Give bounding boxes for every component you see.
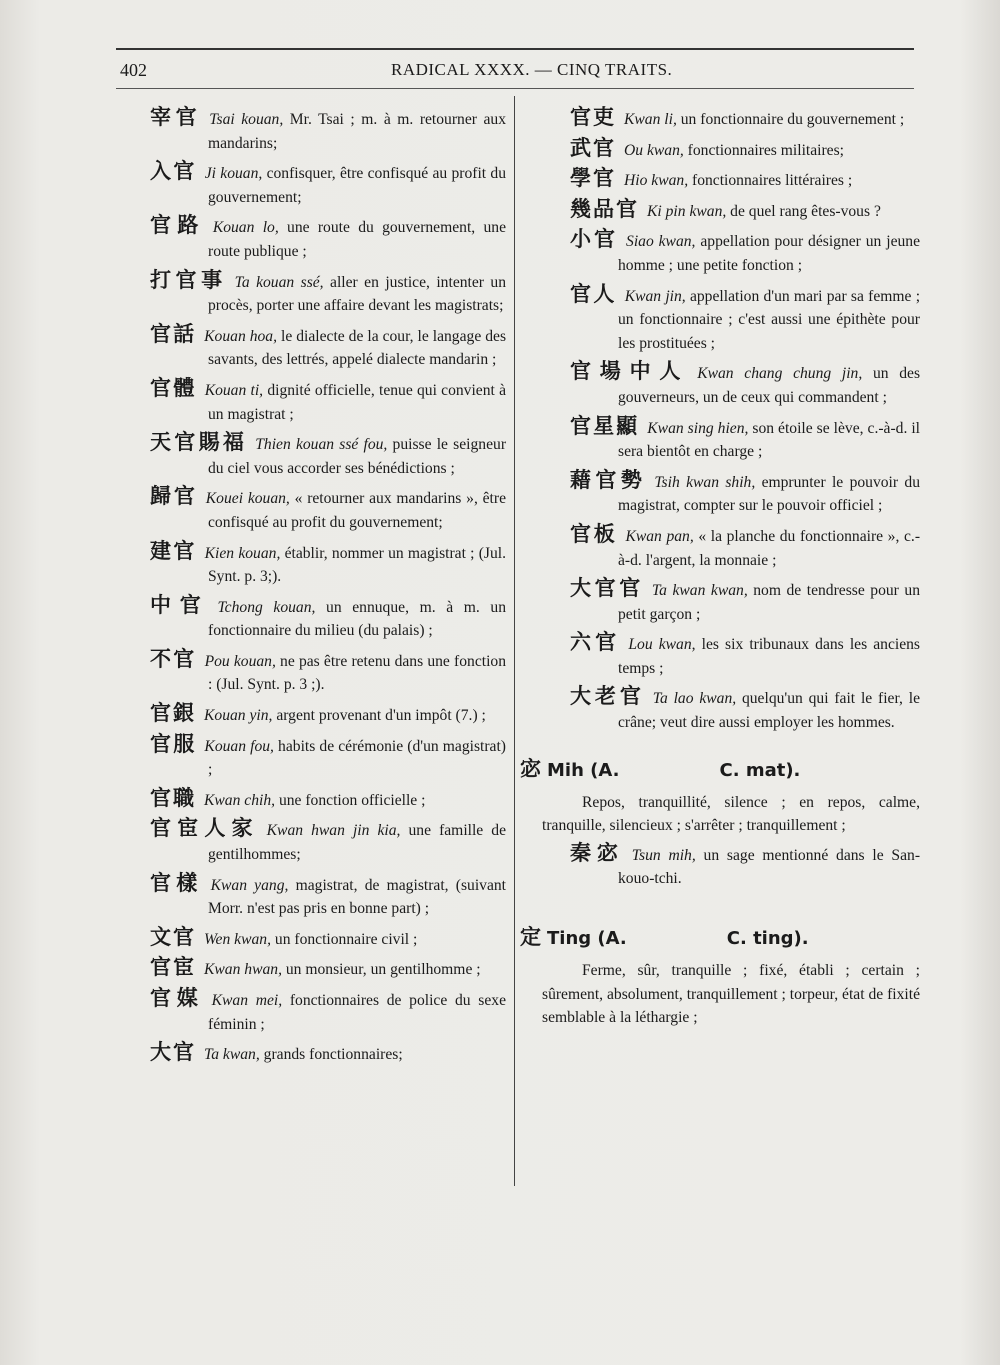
entry-han: 幾品官 bbox=[570, 196, 639, 221]
entry-definition: de quel rang êtes-vous ? bbox=[726, 202, 881, 220]
entry-han: 官路 bbox=[150, 213, 205, 238]
entry-definition: ne pas être retenu dans une fonction : (Jul. Synt. p. 3 ;). bbox=[208, 652, 506, 694]
entry-han: 官媒 bbox=[150, 986, 204, 1010]
entry-definition: une fonction officielle ; bbox=[275, 791, 426, 809]
top-rule bbox=[116, 48, 914, 50]
dictionary-entry bbox=[150, 648, 506, 697]
mih-entry-han: 秦宓 bbox=[570, 840, 624, 865]
entry-han: 官宦 bbox=[150, 955, 196, 980]
page-number: 402 bbox=[120, 60, 147, 80]
entry-definition: argent provenant d'un impôt (7.) ; bbox=[272, 707, 486, 725]
entry-romanization: Tchong kouan, bbox=[217, 598, 316, 616]
entry-romanization: Ou kwan, bbox=[624, 141, 684, 159]
entry-romanization: Kouan ti, bbox=[204, 381, 264, 399]
entry-romanization: Hio kwan, bbox=[624, 172, 689, 190]
right-column bbox=[520, 106, 920, 1034]
dictionary-entry bbox=[520, 167, 920, 193]
mih-head-source: C. mat). bbox=[719, 759, 801, 781]
dictionary-entry bbox=[150, 214, 506, 263]
dictionary-entry bbox=[150, 987, 506, 1036]
entry-han: 武官 bbox=[570, 135, 616, 160]
entry-romanization: Kwan pan, bbox=[625, 527, 694, 545]
entry-definition: quelqu'un qui fait le fier, le crâne; veut dire aussi employer les hommes. bbox=[618, 690, 920, 732]
dictionary-entry bbox=[520, 577, 920, 626]
entry-han: 大官官 bbox=[570, 576, 644, 601]
entry-definition: puisse le seigneur du ciel vous accorder ses bénédictions ; bbox=[208, 436, 507, 477]
ting-head-source: C. ting). bbox=[726, 928, 809, 950]
entry-romanization: Pou kouan, bbox=[204, 652, 276, 670]
entry-han: 不官 bbox=[150, 646, 197, 671]
entry-definition: habits de cérémonie (d'un magistrat) ; bbox=[208, 737, 507, 779]
entry-definition: aller en justice, intenter un procès, porter une affaire devant les magistrats; bbox=[208, 273, 507, 315]
dictionary-entry bbox=[150, 269, 506, 318]
entry-han: 官星顯 bbox=[570, 413, 640, 438]
entry-han: 藉官勢 bbox=[570, 467, 647, 492]
entry-han: 歸官 bbox=[150, 484, 198, 509]
mih-entry-rom: Tsun mih, bbox=[631, 846, 696, 864]
entry-definition: fonctionnaires de police du sexe féminin ; bbox=[208, 992, 506, 1033]
entry-romanization: Kwan mei, bbox=[211, 992, 283, 1009]
mih-definition: Repos, tranquillité, silence ; en repos, calme, tranquille, silencieux ; s'arrêter ; tranquillement ; bbox=[542, 793, 920, 835]
dictionary-entry bbox=[150, 1041, 506, 1067]
dictionary-entry bbox=[150, 540, 506, 589]
dictionary-entry bbox=[150, 377, 506, 426]
dictionary-entry bbox=[150, 323, 506, 372]
entry-romanization: Kwan li, bbox=[624, 111, 677, 128]
entry-romanization: Ta kwan kwan, bbox=[651, 582, 748, 600]
column-divider bbox=[514, 96, 515, 1186]
entry-romanization: Kouan hoa, bbox=[204, 327, 278, 345]
dictionary-entry bbox=[150, 106, 506, 155]
entry-han: 打官事 bbox=[150, 267, 227, 292]
entry-definition: dignité officielle, tenue qui convient à un magistrat ; bbox=[208, 381, 507, 423]
entry-romanization: Kwan jin, bbox=[624, 287, 686, 305]
entry-romanization: Ki pin kwan, bbox=[647, 202, 727, 220]
entry-han: 天官賜福 bbox=[150, 430, 248, 455]
entry-han: 建官 bbox=[150, 538, 197, 563]
dictionary-entry bbox=[520, 415, 920, 464]
entry-romanization: Ta kouan ssé, bbox=[234, 273, 324, 291]
mih-head-char: 宓 bbox=[520, 756, 541, 781]
entry-romanization: Thien kouan ssé fou, bbox=[255, 436, 388, 454]
entry-definition: un fonctionnaire du gouvernement ; bbox=[676, 111, 905, 128]
dictionary-entry bbox=[520, 106, 920, 132]
entry-han: 官體 bbox=[150, 375, 197, 400]
entry-romanization: Ta kwan, bbox=[204, 1046, 260, 1064]
entry-definition: les six tribunaux dans les anciens temps ; bbox=[618, 636, 920, 677]
dictionary-entry bbox=[520, 137, 920, 163]
entry-romanization: Kouan lo, bbox=[212, 219, 279, 237]
mih-head-rom: Mih (A. bbox=[547, 759, 620, 781]
dictionary-entry bbox=[520, 198, 920, 224]
dictionary-entry bbox=[520, 228, 920, 277]
entry-romanization: Kwan hwan jin kia, bbox=[266, 822, 401, 840]
mih-entry-text: un sage mentionné dans le San-kouo-tchi. bbox=[618, 846, 921, 888]
ting-definition: Ferme, sûr, tranquille ; fixé, établi ; certain ; sûrement, absolument, tranquillement ; torpeur, état de fixité semblable à la léthargie ; bbox=[542, 962, 920, 1027]
mih-heading bbox=[520, 753, 920, 783]
entry-definition: un des gouverneurs, un de ceux qui commandent ; bbox=[618, 365, 921, 406]
entry-definition: « la planche du fonctionnaire », c.-à-d. l'argent, la monnaie ; bbox=[618, 527, 921, 569]
entry-romanization: Kouan yin, bbox=[204, 707, 273, 725]
entry-romanization: Tsih kwan shih, bbox=[654, 473, 756, 491]
entry-definition: le dialecte de la cour, le langage des savants, des lettrés, appelé dialecte mandarin ; bbox=[208, 327, 507, 369]
dictionary-entry bbox=[520, 360, 920, 409]
entry-romanization: Lou kwan, bbox=[628, 636, 696, 654]
dictionary-entry bbox=[150, 787, 506, 813]
entry-han: 學官 bbox=[570, 166, 616, 191]
entry-definition: grands fonctionnaires; bbox=[259, 1046, 403, 1064]
dictionary-entry bbox=[150, 594, 506, 643]
dictionary-entry bbox=[150, 702, 506, 728]
entry-han: 大老官 bbox=[570, 684, 645, 709]
dictionary-entry bbox=[150, 431, 506, 480]
entry-definition: son étoile se lève, c.-à-d. il sera bientôt en charge ; bbox=[618, 419, 920, 461]
dictionary-entry bbox=[150, 160, 506, 209]
entry-han: 官樣 bbox=[150, 870, 203, 895]
entry-definition: établir, nommer un magistrat ; (Jul. Synt. p. 3;). bbox=[208, 544, 507, 586]
entry-han: 大官 bbox=[150, 1040, 196, 1065]
dictionary-entry bbox=[150, 956, 506, 982]
ting-head-rom: Ting (A. bbox=[547, 928, 627, 950]
entry-han: 六官 bbox=[570, 630, 621, 655]
entry-definition: confisquer, être confisqué au profit du gouvernement; bbox=[208, 165, 507, 206]
entry-romanization: Tsai kouan, bbox=[209, 111, 284, 128]
dictionary-entry bbox=[520, 283, 920, 356]
entry-definition: un fonctionnaire civil ; bbox=[271, 930, 418, 948]
entry-definition: nom de tendresse pour un petit garçon ; bbox=[618, 582, 920, 623]
entry-definition: magistrat, de magistrat, (suivant Morr. n'est pas pris en bonne part) ; bbox=[208, 876, 506, 918]
left-column bbox=[150, 106, 506, 1072]
entry-romanization: Siao kwan, bbox=[626, 233, 696, 251]
header-rule bbox=[116, 88, 914, 89]
entry-han: 中官 bbox=[150, 592, 210, 617]
entry-definition: une route du gouvernement, une route publique ; bbox=[208, 219, 507, 260]
entry-romanization: Ji kouan, bbox=[204, 165, 263, 183]
entry-romanization: Wen kwan, bbox=[204, 930, 271, 948]
ting-head-char: 定 bbox=[520, 925, 541, 950]
dictionary-entry bbox=[150, 872, 506, 921]
dictionary-entry bbox=[150, 926, 506, 952]
entry-han: 官吏 bbox=[570, 105, 616, 129]
entry-definition: emprunter le pouvoir du magistrat, compter sur le pouvoir officiel ; bbox=[618, 473, 921, 515]
entry-romanization: Kouan fou, bbox=[204, 737, 274, 755]
entry-han: 官宦人家 bbox=[150, 816, 259, 841]
entry-han: 官板 bbox=[570, 521, 618, 546]
entry-romanization: Ta lao kwan, bbox=[652, 690, 737, 708]
entry-han: 官服 bbox=[150, 731, 197, 756]
entry-definition: Mr. Tsai ; m. à m. retourner aux mandarins; bbox=[208, 111, 507, 152]
dictionary-entry bbox=[520, 469, 920, 518]
entry-han: 官場中人 bbox=[570, 359, 690, 384]
mih-entry bbox=[520, 842, 920, 891]
entry-romanization: Kwan sing hien, bbox=[647, 419, 749, 437]
dictionary-entry bbox=[150, 485, 506, 534]
running-head: RADICAL XXXX. — CINQ TRAITS. bbox=[391, 60, 673, 79]
entry-romanization: Kwan chih, bbox=[204, 791, 276, 809]
entry-definition: un monsieur, un gentilhomme ; bbox=[281, 961, 481, 979]
entry-definition: « retourner aux mandarins », être confisqué au profit du gouvernement; bbox=[208, 490, 507, 531]
entry-han: 文官 bbox=[150, 924, 196, 949]
entry-han: 官職 bbox=[150, 785, 196, 810]
right-entries bbox=[520, 106, 920, 735]
entry-definition: appellation d'un mari par sa femme ; un fonctionnaire ; c'est aussi une épithète pour les prostituées ; bbox=[618, 287, 921, 352]
entry-han: 官人 bbox=[570, 281, 617, 306]
entry-romanization: Kwan hwan, bbox=[204, 961, 282, 979]
ting-heading bbox=[520, 921, 920, 951]
entry-han: 小官 bbox=[570, 227, 619, 252]
dictionary-entry bbox=[520, 523, 920, 572]
page-header bbox=[116, 58, 914, 84]
entry-definition: fonctionnaires littéraires ; bbox=[688, 172, 853, 190]
entry-definition: fonctionnaires militaires; bbox=[683, 141, 845, 159]
dictionary-entry bbox=[150, 817, 506, 866]
entry-definition: une famille de gentilhommes; bbox=[208, 822, 507, 864]
entry-han: 官話 bbox=[150, 321, 197, 346]
entry-romanization: Kouei kouan, bbox=[205, 490, 290, 508]
entry-definition: appellation pour désigner un jeune homme ; une petite fonction ; bbox=[618, 233, 921, 274]
entry-han: 宰官 bbox=[150, 105, 202, 129]
entry-romanization: Kien kouan, bbox=[204, 544, 281, 562]
entry-definition: un ennuque, m. à m. un fonctionnaire du milieu (du palais) ; bbox=[208, 598, 507, 640]
dictionary-entry bbox=[150, 733, 506, 782]
entry-romanization: Kwan yang, bbox=[210, 876, 289, 894]
entry-han: 入官 bbox=[150, 159, 197, 184]
dictionary-entry bbox=[520, 685, 920, 734]
entry-han: 官銀 bbox=[150, 701, 196, 726]
dictionary-entry bbox=[520, 631, 920, 680]
entry-romanization: Kwan chang chung jin, bbox=[697, 365, 863, 383]
